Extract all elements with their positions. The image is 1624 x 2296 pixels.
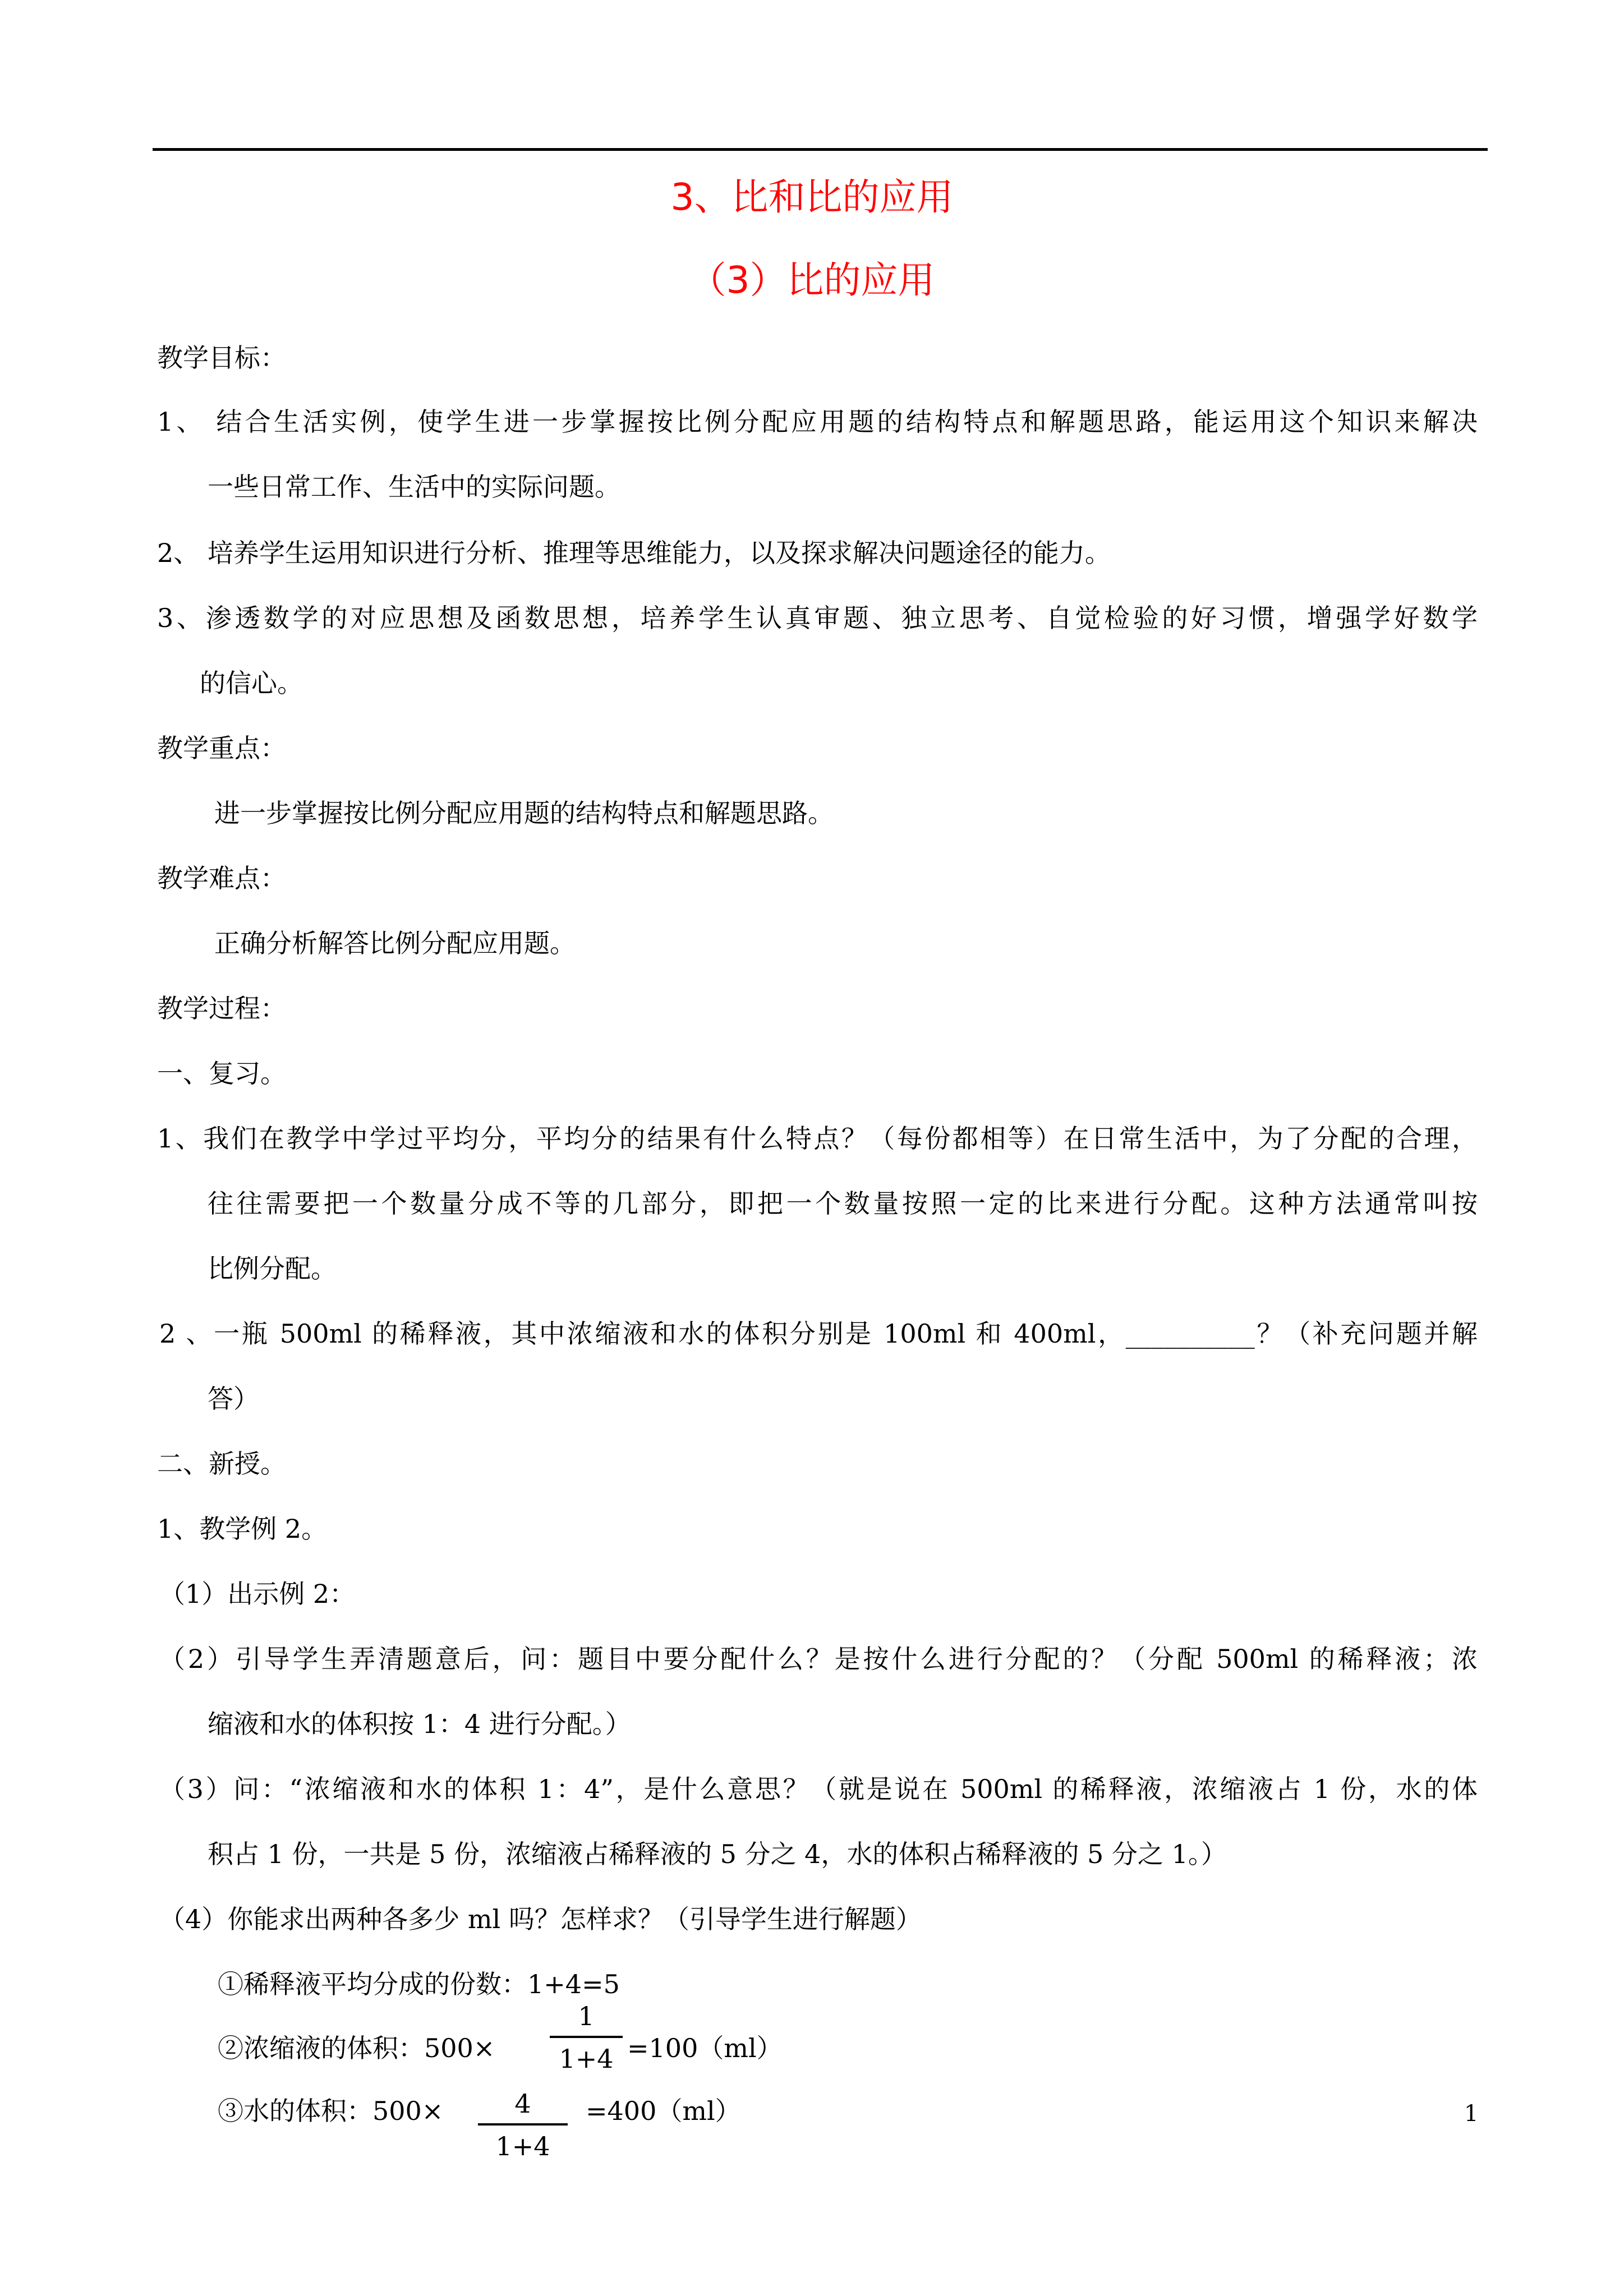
fraction-bar (550, 2036, 623, 2038)
fraction-bar (478, 2123, 568, 2126)
fraction-denominator: 1+4 (559, 2044, 614, 2074)
step-3-line-1: （3）问：“浓缩液和水的体积 1：4”，是什么意思？（就是说在 500ml 的稀释液，浓缩液占 1 份，水的体 (159, 1774, 1478, 1804)
review-item-2-line-1: 2 、一瓶 500ml 的稀释液，其中浓缩液和水的体积分别是 100ml 和 400ml，__________？（补充问题并解 (159, 1318, 1478, 1349)
fraction-numerator: 1 (578, 2001, 595, 2031)
review-item-1-line-3: 比例分配。 (208, 1253, 337, 1284)
objective-1-line-2: 一些日常工作、生活中的实际问题。 (208, 472, 620, 502)
solution-step-2-prefix: ②浓缩液的体积：500× (218, 2033, 495, 2063)
review-heading: 一、复习。 (157, 1058, 286, 1089)
step-2-line-2: 缩液和水的体积按 1：4 进行分配。） (208, 1709, 631, 1739)
example-heading: 1、教学例 2。 (157, 1514, 328, 1544)
review-item-1-line-2: 往往需要把一个数量分成不等的几部分，即把一个数量按照一定的比来进行分配。这种方法通常叫按 (208, 1188, 1478, 1219)
fraction-numerator: 4 (514, 2088, 531, 2119)
objective-3-line-1: 3、渗透数学的对应思想及函数思想，培养学生认真审题、独立思考、自觉检验的好习惯，增强学好数学 (157, 603, 1478, 633)
fraction-denominator: 1+4 (495, 2131, 550, 2161)
solution-step-2-result: =100（ml） (627, 2033, 783, 2063)
key-point-heading: 教学重点： (157, 733, 286, 763)
objective-3-line-2: 的信心。 (200, 668, 303, 698)
solution-step-3-prefix: ③水的体积：500× (218, 2096, 444, 2126)
solution-step-3-fraction (478, 2087, 568, 2163)
review-item-1-line-1: 1、我们在教学中学过平均分，平均分的结果有什么特点？（每份都相等）在日常生活中，为了分配的合理， (157, 1123, 1478, 1154)
step-4: （4）你能求出两种各多少 ml 吗？怎样求？（引导学生进行解题） (159, 1904, 922, 1934)
process-heading: 教学过程： (157, 993, 286, 1023)
objective-2: 2、 培养学生运用知识进行分析、推理等思维能力，以及探求解决问题途径的能力。 (157, 538, 1111, 568)
header-rule (153, 148, 1488, 151)
objective-1-line-1: 1、 结合生活实例，使学生进一步掌握按比例分配应用题的结构特点和解题思路，能运用这个知识来解决 (157, 407, 1478, 437)
lesson-subtitle: （3）比的应用 (689, 259, 935, 302)
solution-step-3-result: =400（ml） (586, 2096, 741, 2126)
step-3-line-2: 积占 1 份，一共是 5 份，浓缩液占稀释液的 5 分之 4，水的体积占稀释液的 5 分之 1。） (208, 1839, 1227, 1869)
solution-step-2-fraction (550, 2000, 623, 2075)
step-2-line-1: （2）引导学生弄清题意后，问：题目中要分配什么？是按什么进行分配的？（分配 500ml 的稀释液；浓 (159, 1644, 1478, 1674)
new-lesson-heading: 二、新授。 (157, 1449, 286, 1479)
difficulty-text: 正确分析解答比例分配应用题。 (214, 928, 576, 958)
lesson-title: 3、比和比的应用 (670, 176, 954, 219)
solution-step-1: ①稀释液平均分成的份数：1+4=5 (218, 1969, 620, 1999)
page-number: 1 (1464, 2101, 1479, 2127)
objectives-heading: 教学目标： (157, 343, 286, 373)
difficulty-heading: 教学难点： (157, 863, 286, 893)
key-point-text: 进一步掌握按比例分配应用题的结构特点和解题思路。 (214, 798, 834, 828)
step-1-show-example: （1）出示例 2： (159, 1579, 356, 1609)
review-item-2-line-2: 答） (208, 1384, 259, 1414)
